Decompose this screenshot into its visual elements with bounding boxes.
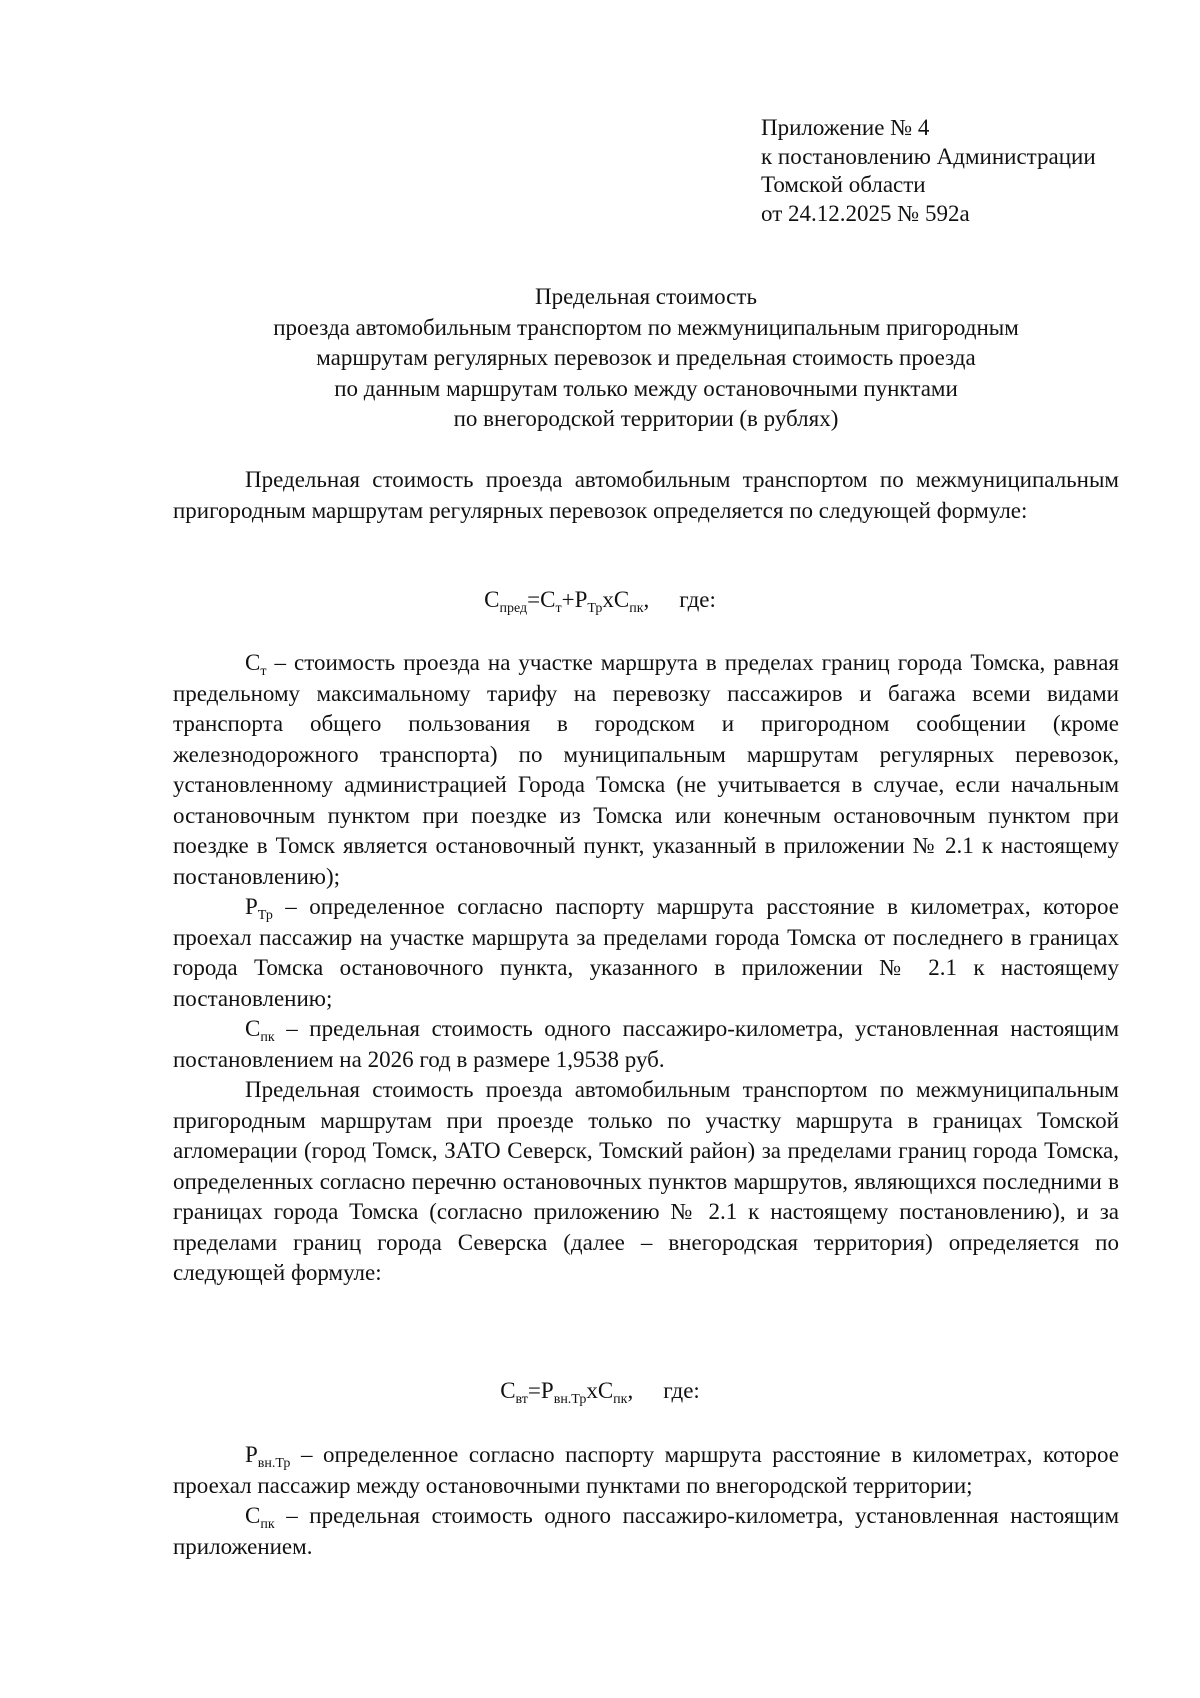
definition-text: – определенное согласно паспорту маршрута расстояние в километрах, которое проехал пассажир на участке маршрута за пределами города Томска от последнего в границах города Томска остановочного пункта, указанного в приложении № 2.1 к настоящему постановлению;	[173, 894, 1119, 1011]
definition-cpk	[173, 1014, 1119, 1075]
title-line: проезда автомобильным транспортом по межмуниципальным пригородным	[273, 314, 1019, 340]
title-line: по данным маршрутам только между остановочными пунктами	[334, 375, 958, 401]
formula-where: где:	[663, 1378, 700, 1403]
formula-subscript: вт	[515, 1392, 528, 1407]
header-line: Приложение № 4	[761, 115, 930, 140]
header-line: к постановлению Администрации	[761, 143, 1096, 169]
definitions-block-2	[173, 1440, 1119, 1562]
appendix-header	[761, 114, 1096, 228]
formula-symbol: С	[597, 1378, 614, 1403]
formula-subscript: вн.Тр	[553, 1392, 587, 1407]
definition-symbol: $Р_{Тр}$	[245, 894, 273, 923]
formula-subscript: т	[555, 601, 562, 616]
document-title	[173, 282, 1119, 435]
formula-symbol: Р	[574, 587, 588, 612]
formula-symbol: С	[484, 587, 500, 612]
definition-pvntr	[173, 1440, 1119, 1501]
definition-symbol: $Р_{вн.Тр}$	[245, 1442, 291, 1471]
formula-symbol: С	[540, 587, 556, 612]
definition-symbol: $С_{пк}$	[245, 1016, 275, 1045]
formula-where: где:	[679, 587, 716, 612]
header-line: от 24.12.2025 № 592а	[761, 200, 970, 226]
formula-subscript: пк	[629, 601, 644, 616]
definition-text: – предельная стоимость одного пассажиро-километра, установленная настоящим приложением.	[173, 1503, 1119, 1559]
formula-operator: =	[527, 587, 541, 612]
definition-symbol: $С_{пк}$	[245, 1503, 275, 1532]
second-paragraph: Предельная стоимость проезда автомобильным транспортом по межмуниципальным пригородным маршрутам при проезде только по участку маршрута в границах Томской агломерации (город Томск, ЗАТО Северск, Томский район) за пределами границ города Томска, определенных согласно перечню остановочных пунктов маршрутов, являющихся последними в границах города Томска (согласно приложению № 2.1 к настоящему постановлению), и за пределами границ города Северска (далее – внегородская территория) определяется по следующей формуле:	[173, 1077, 1119, 1285]
definition-text: – предельная стоимость одного пассажиро-километра, установленная настоящим постановлением на 2026 год в размере 1,9538 руб.	[173, 1016, 1119, 1072]
formula-full-fare	[0, 585, 1200, 616]
formula-suburban-fare	[0, 1376, 1200, 1407]
formula-operator: +	[561, 587, 575, 612]
definitions-block	[173, 648, 1119, 1289]
definition-text: – определенное согласно паспорту маршрута расстояние в километрах, которое проехал пассажир между остановочными пунктами по внегородской территории;	[173, 1442, 1119, 1498]
definition-cpk-2	[173, 1501, 1119, 1562]
formula-operator: x	[602, 587, 614, 612]
intro-block	[173, 465, 1119, 526]
title-line: по внегородской территории (в рублях)	[453, 406, 839, 431]
formula-operator: x	[586, 1378, 598, 1403]
formula-subscript: Тр	[587, 601, 603, 616]
formula-symbol: Р	[540, 1378, 554, 1403]
formula-symbol: С	[500, 1378, 516, 1403]
formula-subscript: пк	[613, 1392, 628, 1407]
formula-punctuation: ,	[643, 587, 650, 612]
definition-ptr	[173, 892, 1119, 1014]
title-line: Предельная стоимость	[535, 284, 757, 309]
formula-operator: =	[527, 1378, 541, 1403]
header-line: Томской области	[761, 172, 926, 197]
formula-symbol: С	[613, 587, 630, 612]
definition-symbol: $С_т$	[245, 650, 267, 679]
title-line: маршрутам регулярных перевозок и предельная стоимость проезда	[316, 345, 976, 370]
definition-ct	[173, 648, 1119, 892]
formula-subscript: пред	[499, 601, 528, 616]
definition-text: – стоимость проезда на участке маршрута в пределах границ города Томска, равная предельному максимальному тарифу на перевозку пассажиров и багажа всеми видами транспорта общего пользования в городском и пригородном сообщении (кроме железнодорожного транспорта) по муниципальным маршрутам регулярных перевозок, установленному администрацией Города Томска (не учитывается в случае, если начальным остановочным пунктом при поездке из Томска или конечным остановочным пунктом при поездке в Томск является остановочный пункт, указанный в приложении № 2.1 к настоящему постановлению);	[173, 650, 1119, 889]
intro-paragraph: Предельная стоимость проезда автомобильным транспортом по межмуниципальным пригородным маршрутам регулярных перевозок определяется по следующей формуле:	[173, 467, 1119, 523]
formula-punctuation: ,	[627, 1378, 634, 1403]
